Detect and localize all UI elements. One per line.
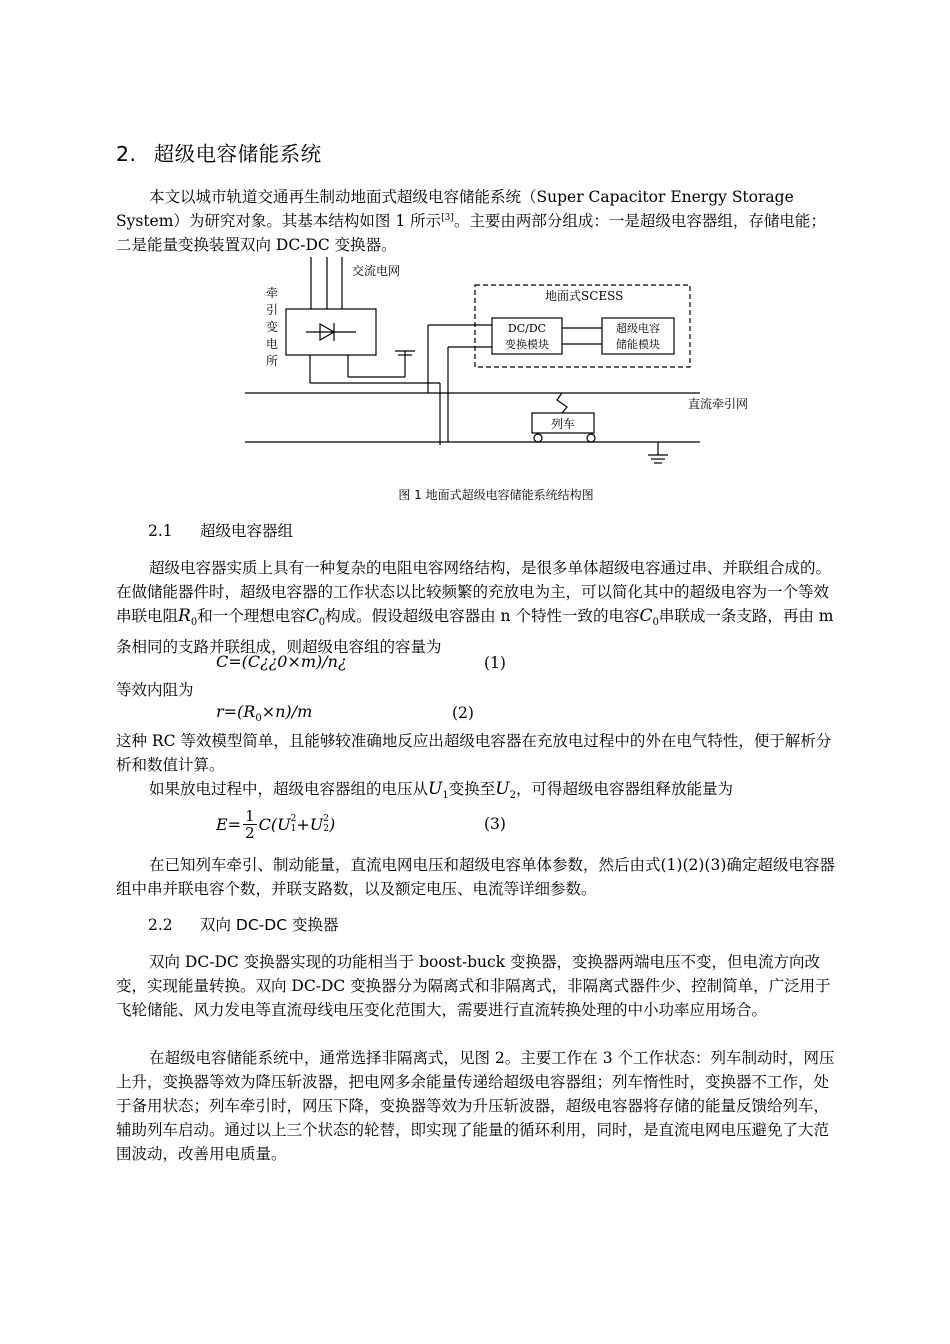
figure-1-caption: 图 1 地面式超级电容储能系统结构图 [398,488,594,502]
intro-paragraph: 本文以城市轨道交通再生制动地面式超级电容储能系统（Super Capacitor Energy Storage System）为研究对象。其基本结构如图 1 所示[3]。主要由两部分组成：一是超级电容器组，存储电能；二是能量变换装置双向 DC-DC 变换器。 [116,188,826,254]
section-title: 超级电容储能系统 [153,142,322,166]
train-label: 列车 [550,417,576,431]
figure-1-diagram [230,255,749,470]
equation-3: E= $\frac{1}{2}$ C(U 2 1 +U 2 2 ) [216,806,336,842]
subsection-2-2-heading: 2.2 双向 DC-DC 变换器 [148,916,339,934]
sec21-paragraph-3: 如果放电过程中，超级电容器组的电压从$U_1$变换至$U_2$，可得超级电容器组释放能量为 [149,779,733,802]
pantograph-icon [557,393,567,413]
substation-char-5: 所 [266,354,279,368]
section-heading [116,137,322,167]
citation-ref: [3] [441,212,454,223]
train-wheel-left [534,434,542,442]
sec22-paragraph-1: 双向 DC-DC 变换器实现的功能相当于 boost-buck 变换器，变换器两端电压不变，但电流方向改变，实现能量转换。双向 DC-DC 变换器分为隔离式和非隔离式，非隔离式器件少、控制简单，广泛用于飞轮储能、风力发电等直流母线电压变化范围大，需要进行直流转换处理的中小功率应用场合。 [116,953,831,1019]
subsection-2-1-heading: 2.1 超级电容器组 [148,522,294,540]
sec22-paragraph-2: 在超级电容储能系统中，通常选择非隔离式，见图 2。主要工作在 3 个工作状态：列车制动时，网压上升，变换器等效为降压斩波器，把电网多余能量传递给超级电容器组；列车惰性时，变换器不工作，处于备用状态；列车牵引时，网压下降，变换器等效为升压斩波器，超级电容器将存储的能量反馈给列车，辅助列车启动。通过以上三个状态的轮替，即实现了能量的循环利用，同时，是直流电网电压避免了大范围波动，改善用电质量。 [116,1049,835,1163]
dcdc-label-1: DC/DC [507,322,547,335]
equation-3-number: (3) [484,815,506,833]
sec21-paragraph-4: 在已知列车牵引、制动能量，直流电网电压和超级电容单体参数，然后由式(1)(2)(3)确定超级电容器组中串并联电容个数，并联支路数，以及额定电压、电流等详细参数。 [116,856,835,898]
equation-2-number: (2) [452,704,474,722]
equation-2: $r=(R_0\times n)/m$ [216,702,313,725]
substation-char-4: 电 [266,337,279,351]
dc-network-label: 直流牵引网 [688,397,749,411]
dcdc-label-2: 变换模块 [505,338,549,351]
substation-char-1: 牵 [266,286,279,300]
substation-char-2: 引 [266,303,279,317]
equation-1: C=(C¿¿0×m)/n¿ [216,652,347,671]
equivalent-resistance-label: 等效内阻为 [116,681,194,699]
scess-label: 地面式SCESS [545,289,624,303]
equation-1-number: (1) [484,654,506,672]
supercap-label-2: 储能模块 [616,338,660,351]
supercap-label-1: 超级电容 [616,322,660,335]
ac-grid-label: 交流电网 [352,264,401,278]
substation-char-3: 变 [266,320,279,334]
section-number: 2. [116,142,137,166]
sec21-paragraph-2: 这种 RC 等效模型简单，且能够较准确地反应出超级电容器在充放电过程中的外在电气特性，便于解析分析和数值计算。 [116,732,832,774]
sec21-paragraph-1: 超级电容器实质上具有一种复杂的电阻电容网络结构，是很多单体超级电容通过串、并联组合成的。在做储能器件时，超级电容器的工作状态以比较频繁的充放电为主，可以简化其中的超级电容为一个等效串联电阻$R_0$和一个理想电容$C_0$构成。假设超级电容器由 n 个特性一致的电容$C_0$串联成一条支路，再由 m 条相同的支路并联组成，则超级电容组的容量为 [116,559,834,657]
train-wheel-right [587,434,595,442]
